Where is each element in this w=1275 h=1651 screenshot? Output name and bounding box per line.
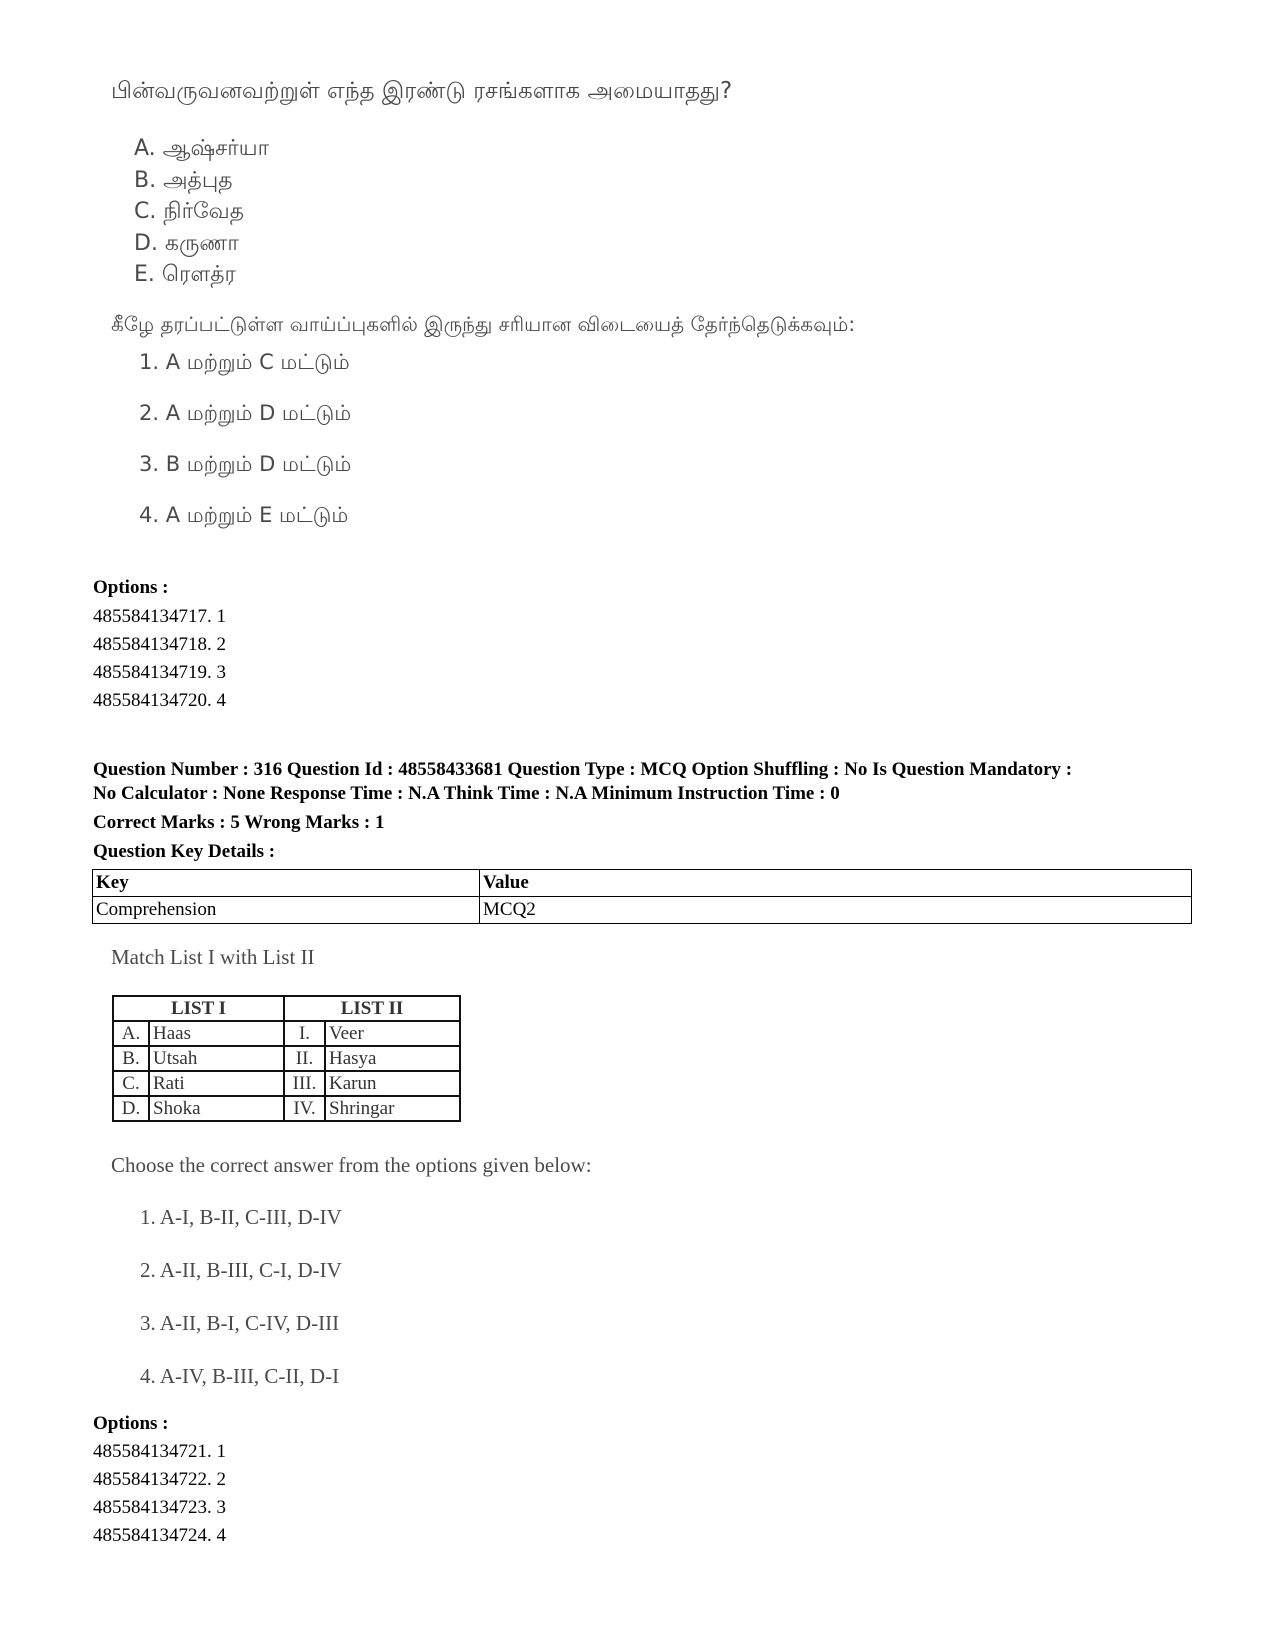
statement-item: E. ரௌத்ர bbox=[134, 262, 236, 287]
list-two-item: Hasya bbox=[325, 1046, 460, 1071]
table-row bbox=[113, 1021, 460, 1046]
list-two-numeral: IV. bbox=[284, 1096, 325, 1121]
table-header-row bbox=[113, 996, 460, 1021]
statement-item: B. அத்புத bbox=[134, 167, 233, 193]
option-id: 485584134722. 2 bbox=[93, 1469, 226, 1490]
metadata-line: Question Number : 316 Question Id : 48558433681 Question Type : MCQ Option Shuffling : No Is Question Mandatory : bbox=[93, 759, 1073, 780]
marks-line: Correct Marks : 5 Wrong Marks : 1 bbox=[93, 812, 385, 833]
list-two-item: Karun bbox=[325, 1071, 460, 1096]
answer-choice: 4. A-IV, B-III, C-II, D-I bbox=[140, 1364, 340, 1388]
answer-instruction: Choose the correct answer from the options given below: bbox=[111, 1153, 592, 1177]
option-id: 485584134720. 4 bbox=[93, 690, 226, 711]
list-one-item: Rati bbox=[149, 1071, 284, 1096]
table-row bbox=[113, 1046, 460, 1071]
list-one-item: Haas bbox=[149, 1021, 284, 1046]
options-list bbox=[93, 1438, 226, 1550]
list-two-numeral: III. bbox=[284, 1071, 325, 1096]
option-id: 485584134719. 3 bbox=[93, 662, 226, 683]
metadata-line: No Calculator : None Response Time : N.A Think Time : N.A Minimum Instruction Time : 0 bbox=[93, 783, 840, 804]
list-one-letter: B. bbox=[113, 1046, 149, 1071]
key-details-table bbox=[92, 869, 1192, 924]
options-label: Options : bbox=[93, 577, 169, 598]
table-row bbox=[113, 1096, 460, 1121]
list-two-numeral: I. bbox=[284, 1021, 325, 1046]
list-one-header: LIST I bbox=[113, 996, 284, 1021]
key-details-label: Question Key Details : bbox=[93, 841, 276, 862]
table-cell: MCQ2 bbox=[480, 897, 1192, 924]
list-one-letter: C. bbox=[113, 1071, 149, 1096]
answer-choice: 1. A-I, B-II, C-III, D-IV bbox=[140, 1205, 342, 1229]
option-id: 485584134723. 3 bbox=[93, 1497, 226, 1518]
option-id: 485584134724. 4 bbox=[93, 1525, 226, 1546]
answer-instruction: கீழே தரப்பட்டுள்ள வாய்ப்புகளில் இருந்து சரியான விடையைத் தேர்ந்தெடுக்கவும்: bbox=[111, 312, 856, 336]
answer-choice: 3. B மற்றும் D மட்டும் bbox=[139, 452, 352, 476]
table-header-key: Key bbox=[93, 870, 480, 897]
list-one-item: Shoka bbox=[149, 1096, 284, 1121]
question-stem: Match List I with List II bbox=[111, 945, 315, 969]
statement-item: C. நிர்வேத bbox=[134, 199, 245, 224]
answer-choice: 4. A மற்றும் E மட்டும் bbox=[139, 503, 349, 527]
list-two-item: Shringar bbox=[325, 1096, 460, 1121]
options-label: Options : bbox=[93, 1413, 169, 1434]
list-one-item: Utsah bbox=[149, 1046, 284, 1071]
statement-item: D. கருணா bbox=[134, 230, 239, 256]
list-two-numeral: II. bbox=[284, 1046, 325, 1071]
answer-choice: 3. A-II, B-I, C-IV, D-III bbox=[140, 1311, 340, 1335]
answer-choice: 2. A மற்றும் D மட்டும் bbox=[139, 401, 352, 425]
answer-choice: 2. A-II, B-III, C-I, D-IV bbox=[140, 1258, 342, 1282]
answer-choice: 1. A மற்றும் C மட்டும் bbox=[139, 350, 350, 374]
list-one-letter: A. bbox=[113, 1021, 149, 1046]
question-metadata bbox=[93, 758, 1193, 806]
table-row bbox=[93, 897, 1192, 924]
option-id: 485584134717. 1 bbox=[93, 606, 226, 627]
options-list bbox=[93, 603, 226, 715]
list-two-header: LIST II bbox=[284, 996, 460, 1021]
match-list-table bbox=[112, 995, 461, 1122]
list-one-letter: D. bbox=[113, 1096, 149, 1121]
table-row bbox=[113, 1071, 460, 1096]
question-stem: பின்வருவனவற்றுள் எந்த இரண்டு ரசங்களாக அமையாதது? bbox=[111, 78, 733, 104]
list-two-item: Veer bbox=[325, 1021, 460, 1046]
statement-item: A. ஆஷ்சர்யா bbox=[134, 136, 270, 161]
statement-list bbox=[134, 133, 269, 291]
table-header-row bbox=[93, 870, 1192, 897]
table-header-value: Value bbox=[480, 870, 1192, 897]
option-id: 485584134718. 2 bbox=[93, 634, 226, 655]
table-cell: Comprehension bbox=[93, 897, 480, 924]
option-id: 485584134721. 1 bbox=[93, 1441, 226, 1462]
